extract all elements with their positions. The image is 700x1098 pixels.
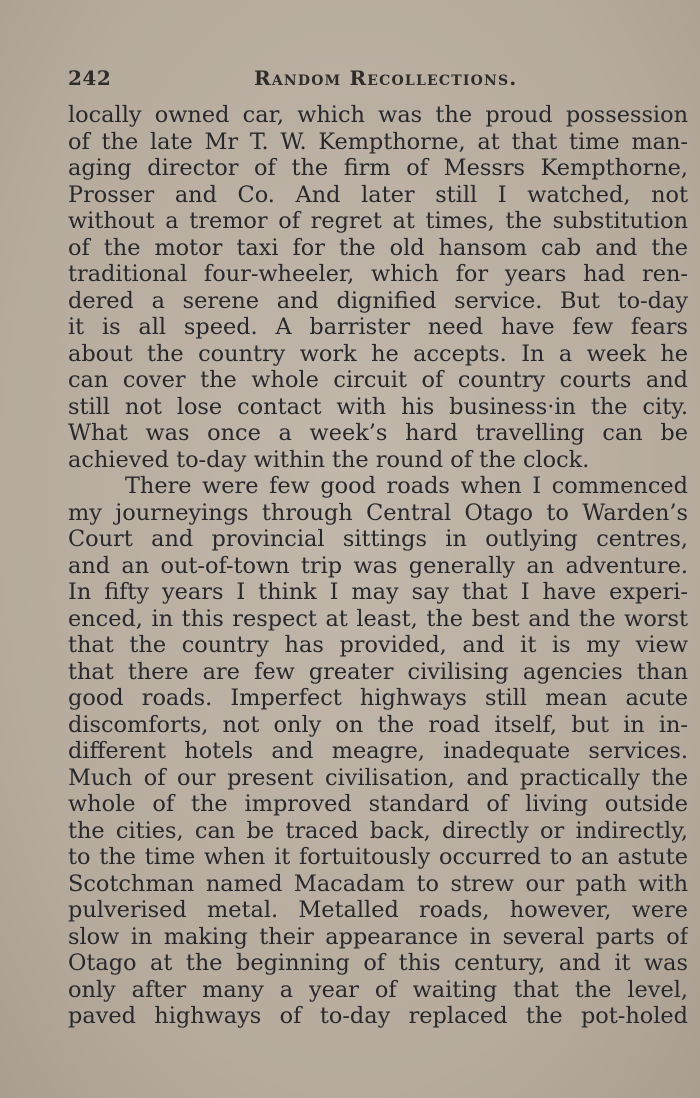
running-title: Random Recollections. <box>254 66 518 90</box>
text-line: still not lose contact with his business·in the city. <box>68 393 688 420</box>
text-line: discomforts, not only on the road itself, but in in- <box>68 711 688 738</box>
text-line: traditional four-wheeler, which for years had ren- <box>68 261 688 287</box>
text-line: only after many a year of waiting that the level, <box>68 976 688 1003</box>
text-line: that the country has provided, and it is my view <box>68 632 688 658</box>
text-line: locally owned car, which was the proud possession <box>68 102 688 128</box>
text-line: pulverised metal. Metalled roads, however, were <box>68 897 688 923</box>
text-line: Prosser and Co. And later still I watched, not <box>68 181 688 208</box>
text-line: different hotels and meagre, inadequate services. <box>68 738 688 764</box>
text-line: dered a serene and dignified service. But to-day <box>68 287 688 314</box>
text-line: paved highways of to-day replaced the pot-holed <box>68 1003 688 1029</box>
body-text <box>68 102 688 1030</box>
text-line: What was once a week’s hard travelling can be <box>68 420 688 446</box>
text-line: that there are few greater civilising agencies than <box>68 658 688 685</box>
text-line: Court and provincial sittings in outlying centres, <box>68 526 688 552</box>
text-line: enced, in this respect at least, the best and the worst <box>68 605 688 632</box>
text-line: Otago at the beginning of this century, and it was <box>68 950 688 976</box>
text-line: good roads. Imperfect highways still mean acute <box>68 685 688 711</box>
text-line: and an out-of-town trip was generally an adventure. <box>68 552 688 579</box>
text-line: Much of our present civilisation, and practically the <box>68 764 688 791</box>
text-line: can cover the whole circuit of country courts and <box>68 367 688 393</box>
running-head <box>68 66 688 92</box>
text-line: my journeyings through Central Otago to Warden’s <box>68 499 688 526</box>
paragraph-start-line: There were few good roads when I commenced <box>125 473 688 499</box>
text-line: of the motor taxi for the old hansom cab and the <box>68 234 688 261</box>
text-line: slow in making their appearance in several parts of <box>68 923 688 950</box>
text-line: it is all speed. A barrister need have few fears <box>68 314 688 340</box>
text-line: to the time when it fortuitously occurred to an astute <box>68 844 688 870</box>
text-line: Scotchman named Macadam to strew our path with <box>68 870 688 897</box>
text-line: whole of the improved standard of living outside <box>68 791 688 817</box>
text-line: of the late Mr T. W. Kempthorne, at that time man- <box>68 128 688 155</box>
text-line: aging director of the firm of Messrs Kempthorne, <box>68 155 688 181</box>
paragraph-end-line: achieved to-day within the round of the clock. <box>68 446 590 473</box>
text-line: In fifty years I think I may say that I have experi- <box>68 579 688 605</box>
text-line: without a tremor of regret at times, the substitution <box>68 208 688 234</box>
page-number: 242 <box>68 66 112 90</box>
text-line: the cities, can be traced back, directly or indirectly, <box>68 817 688 844</box>
text-line: about the country work he accepts. In a week he <box>68 340 688 367</box>
